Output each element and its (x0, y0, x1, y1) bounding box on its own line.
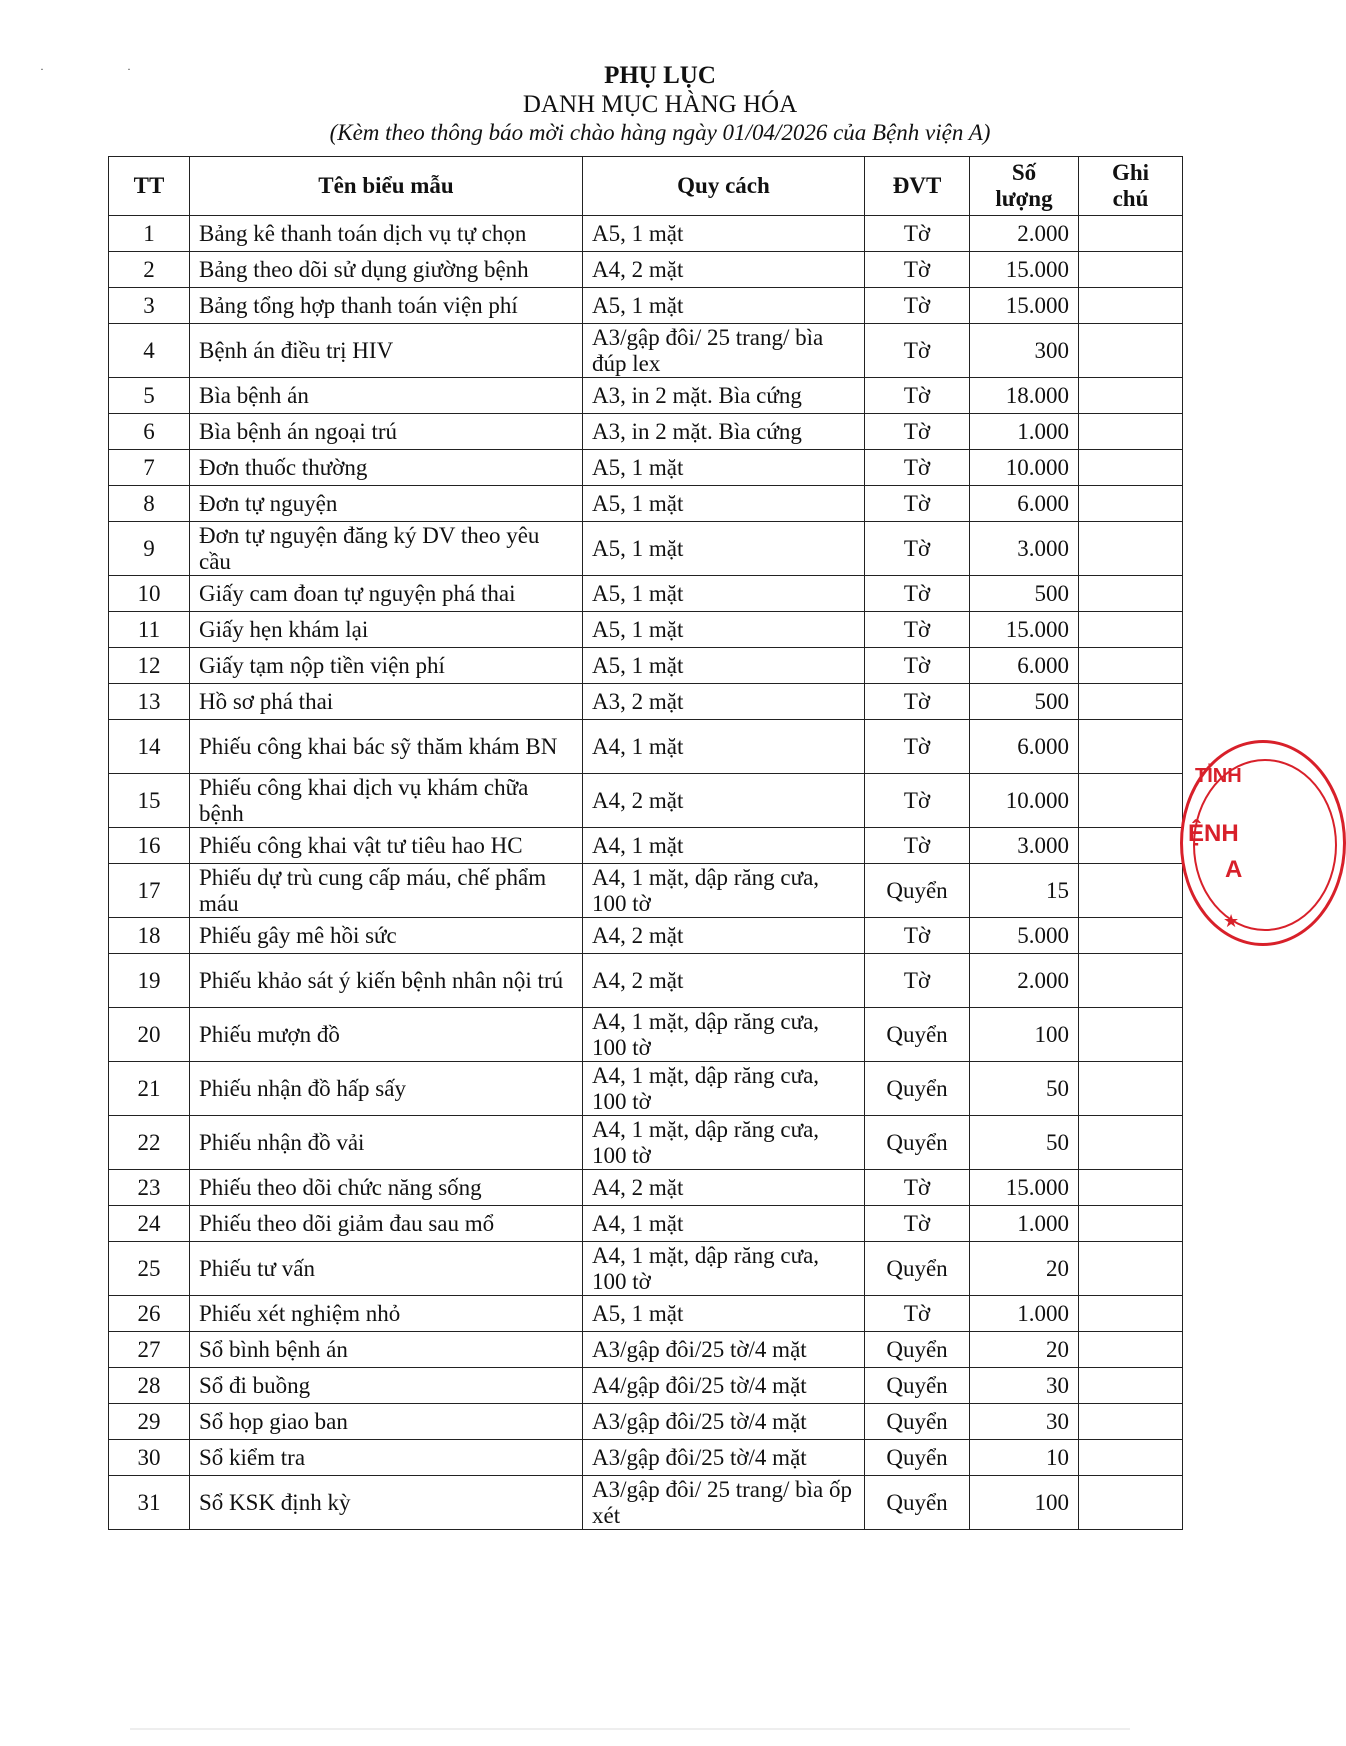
page-note: (Kèm theo thông báo mời chào hàng ngày 01/04/2026 của Bệnh viện A) (329, 120, 991, 145)
cell-quy-cach: A5, 1 mặt (583, 450, 865, 486)
cell-ten-bieu-mau: Hồ sơ phá thai (190, 684, 583, 720)
cell-quy-cach: A4, 2 mặt (583, 954, 865, 1008)
cell-dvt: Quyển (865, 1242, 970, 1296)
cell-so-luong: 30 (970, 1368, 1079, 1404)
cell-ten-bieu-mau: Sổ kiểm tra (190, 1440, 583, 1476)
cell-quy-cach: A4, 1 mặt, dập răng cưa, 100 tờ (583, 1062, 865, 1116)
cell-ten-bieu-mau: Phiếu mượn đồ (190, 1008, 583, 1062)
cell-so-luong: 15 (970, 864, 1079, 918)
cell-quy-cach: A4, 1 mặt, dập răng cưa, 100 tờ (583, 1008, 865, 1062)
cell-dvt: Tờ (865, 1206, 970, 1242)
cell-dvt: Tờ (865, 648, 970, 684)
cell-tt: 13 (109, 684, 190, 720)
cell-ten-bieu-mau: Phiếu theo dõi giảm đau sau mổ (190, 1206, 583, 1242)
cell-tt: 10 (109, 576, 190, 612)
cell-ghi-chu (1079, 522, 1183, 576)
table-row (109, 1116, 1183, 1170)
cell-dvt: Tờ (865, 252, 970, 288)
page-title: PHỤ LỤC (604, 62, 716, 89)
table-row (109, 1008, 1183, 1062)
cell-ghi-chu (1079, 828, 1183, 864)
cell-dvt: Quyển (865, 1404, 970, 1440)
cell-ghi-chu (1079, 414, 1183, 450)
table-row (109, 378, 1183, 414)
cell-tt: 15 (109, 774, 190, 828)
cell-ten-bieu-mau: Bảng kê thanh toán dịch vụ tự chọn (190, 216, 583, 252)
cell-ghi-chu (1079, 648, 1183, 684)
cell-ghi-chu (1079, 720, 1183, 774)
cell-ten-bieu-mau: Phiếu gây mê hồi sức (190, 918, 583, 954)
cell-so-luong: 2.000 (970, 216, 1079, 252)
cell-so-luong: 5.000 (970, 918, 1079, 954)
cell-tt: 2 (109, 252, 190, 288)
cell-ghi-chu (1079, 216, 1183, 252)
table-row (109, 774, 1183, 828)
cell-quy-cach: A4, 2 mặt (583, 1170, 865, 1206)
cell-ten-bieu-mau: Sổ họp giao ban (190, 1404, 583, 1440)
cell-so-luong: 6.000 (970, 486, 1079, 522)
cell-ten-bieu-mau: Phiếu xét nghiệm nhỏ (190, 1296, 583, 1332)
cell-quy-cach: A3/gập đôi/ 25 trang/ bìa đúp lex (583, 324, 865, 378)
cell-tt: 12 (109, 648, 190, 684)
cell-quy-cach: A5, 1 mặt (583, 576, 865, 612)
table-row (109, 252, 1183, 288)
cell-quy-cach: A5, 1 mặt (583, 1296, 865, 1332)
cell-quy-cach: A3, in 2 mặt. Bìa cứng (583, 378, 865, 414)
cell-ghi-chu (1079, 1008, 1183, 1062)
cell-tt: 8 (109, 486, 190, 522)
header-so-luong-line2: lượng (995, 186, 1053, 211)
cell-dvt: Tờ (865, 576, 970, 612)
cell-tt: 28 (109, 1368, 190, 1404)
cell-quy-cach: A3, in 2 mặt. Bìa cứng (583, 414, 865, 450)
cell-so-luong: 10.000 (970, 450, 1079, 486)
cell-tt: 31 (109, 1476, 190, 1530)
cell-tt: 21 (109, 1062, 190, 1116)
cell-quy-cach: A3, 2 mặt (583, 684, 865, 720)
cell-ten-bieu-mau: Phiếu công khai dịch vụ khám chữa bệnh (190, 774, 583, 828)
cell-ten-bieu-mau: Sổ đi buồng (190, 1368, 583, 1404)
cell-dvt: Quyển (865, 1440, 970, 1476)
cell-ten-bieu-mau: Phiếu khảo sát ý kiến bệnh nhân nội trú (190, 954, 583, 1008)
cell-so-luong: 500 (970, 684, 1079, 720)
cell-dvt: Tờ (865, 684, 970, 720)
cell-tt: 25 (109, 1242, 190, 1296)
cell-so-luong: 500 (970, 576, 1079, 612)
header-quy-cach: Quy cách (583, 157, 865, 216)
cell-ten-bieu-mau: Bìa bệnh án (190, 378, 583, 414)
cell-ghi-chu (1079, 954, 1183, 1008)
cell-tt: 1 (109, 216, 190, 252)
cell-ghi-chu (1079, 612, 1183, 648)
cell-dvt: Tờ (865, 1296, 970, 1332)
stamp-text-line2: ỆNH (1188, 820, 1239, 847)
cell-ten-bieu-mau: Phiếu dự trù cung cấp máu, chế phẩm máu (190, 864, 583, 918)
table-row (109, 828, 1183, 864)
cell-so-luong: 20 (970, 1332, 1079, 1368)
cell-ghi-chu (1079, 1476, 1183, 1530)
cell-ghi-chu (1079, 1170, 1183, 1206)
table-row (109, 1062, 1183, 1116)
cell-ten-bieu-mau: Giấy hẹn khám lại (190, 612, 583, 648)
cell-ten-bieu-mau: Đơn tự nguyện đăng ký DV theo yêu cầu (190, 522, 583, 576)
cell-tt: 18 (109, 918, 190, 954)
goods-table (108, 156, 1183, 1530)
cell-ten-bieu-mau: Bệnh án điều trị HIV (190, 324, 583, 378)
table-row (109, 1476, 1183, 1530)
cell-so-luong: 1.000 (970, 1206, 1079, 1242)
cell-tt: 17 (109, 864, 190, 918)
cell-dvt: Quyển (865, 864, 970, 918)
cell-dvt: Quyển (865, 1332, 970, 1368)
cell-quy-cach: A3/gập đôi/25 tờ/4 mặt (583, 1404, 865, 1440)
cell-quy-cach: A5, 1 mặt (583, 216, 865, 252)
table-row (109, 1440, 1183, 1476)
header-ghi-chu-line1: Ghi (1111, 160, 1150, 185)
cell-dvt: Tờ (865, 414, 970, 450)
table-row (109, 1170, 1183, 1206)
table-row (109, 918, 1183, 954)
cell-ghi-chu (1079, 1116, 1183, 1170)
cell-dvt: Quyển (865, 1116, 970, 1170)
table-row (109, 1206, 1183, 1242)
cell-dvt: Quyển (865, 1062, 970, 1116)
cell-quy-cach: A4/gập đôi/25 tờ/4 mặt (583, 1368, 865, 1404)
table-row (109, 684, 1183, 720)
cell-ghi-chu (1079, 378, 1183, 414)
header-ghi-chu-line2: chú (1112, 186, 1149, 211)
cell-so-luong: 6.000 (970, 720, 1079, 774)
cell-so-luong: 15.000 (970, 252, 1079, 288)
cell-quy-cach: A4, 1 mặt, dập răng cưa, 100 tờ (583, 1116, 865, 1170)
cell-ghi-chu (1079, 1242, 1183, 1296)
cell-ghi-chu (1079, 1404, 1183, 1440)
cell-ten-bieu-mau: Đơn thuốc thường (190, 450, 583, 486)
cell-quy-cach: A5, 1 mặt (583, 288, 865, 324)
cell-so-luong: 6.000 (970, 648, 1079, 684)
cell-ten-bieu-mau: Bảng theo dõi sử dụng giường bệnh (190, 252, 583, 288)
cell-quy-cach: A4, 2 mặt (583, 252, 865, 288)
cell-so-luong: 100 (970, 1008, 1079, 1062)
cell-quy-cach: A4, 2 mặt (583, 774, 865, 828)
cell-so-luong: 18.000 (970, 378, 1079, 414)
cell-ghi-chu (1079, 864, 1183, 918)
cell-ghi-chu (1079, 324, 1183, 378)
cell-tt: 22 (109, 1116, 190, 1170)
cell-ghi-chu (1079, 288, 1183, 324)
cell-ten-bieu-mau: Sổ bình bệnh án (190, 1332, 583, 1368)
table-row (109, 864, 1183, 918)
table-row (109, 522, 1183, 576)
table-row (109, 324, 1183, 378)
stamp-text-line3: A (1225, 856, 1243, 883)
table-row (109, 954, 1183, 1008)
table-row (109, 414, 1183, 450)
table-row (109, 216, 1183, 252)
cell-so-luong: 1.000 (970, 414, 1079, 450)
table-row (109, 1332, 1183, 1368)
cell-quy-cach: A4, 1 mặt, dập răng cưa, 100 tờ (583, 1242, 865, 1296)
cell-ghi-chu (1079, 918, 1183, 954)
cell-dvt: Tờ (865, 720, 970, 774)
cell-so-luong: 15.000 (970, 612, 1079, 648)
cell-so-luong: 2.000 (970, 954, 1079, 1008)
table-row (109, 288, 1183, 324)
cell-dvt: Quyển (865, 1368, 970, 1404)
cell-ghi-chu (1079, 1062, 1183, 1116)
cell-so-luong: 10 (970, 1440, 1079, 1476)
cell-dvt: Tờ (865, 918, 970, 954)
cell-ten-bieu-mau: Đơn tự nguyện (190, 486, 583, 522)
cell-tt: 7 (109, 450, 190, 486)
cell-quy-cach: A4, 1 mặt, dập răng cưa, 100 tờ (583, 864, 865, 918)
cell-dvt: Tờ (865, 324, 970, 378)
cell-tt: 27 (109, 1332, 190, 1368)
scan-artifact-line (130, 1728, 1130, 1730)
cell-ghi-chu (1079, 576, 1183, 612)
cell-tt: 24 (109, 1206, 190, 1242)
cell-ghi-chu (1079, 1206, 1183, 1242)
cell-tt: 3 (109, 288, 190, 324)
cell-ten-bieu-mau: Phiếu nhận đồ hấp sấy (190, 1062, 583, 1116)
table-row (109, 486, 1183, 522)
table-row (109, 1368, 1183, 1404)
cell-so-luong: 50 (970, 1116, 1079, 1170)
header-ten-bieu-mau: Tên biểu mẫu (190, 157, 583, 216)
cell-quy-cach: A5, 1 mặt (583, 486, 865, 522)
cell-ten-bieu-mau: Phiếu nhận đồ vải (190, 1116, 583, 1170)
table-row (109, 1404, 1183, 1440)
cell-dvt: Quyển (865, 1008, 970, 1062)
cell-quy-cach: A3/gập đôi/25 tờ/4 mặt (583, 1440, 865, 1476)
stamp-text-line1: TỈNH (1195, 765, 1242, 787)
cell-quy-cach: A4, 1 mặt (583, 828, 865, 864)
cell-ghi-chu (1079, 450, 1183, 486)
cell-ten-bieu-mau: Bảng tổng hợp thanh toán viện phí (190, 288, 583, 324)
cell-ghi-chu (1079, 1368, 1183, 1404)
cell-ten-bieu-mau: Phiếu công khai bác sỹ thăm khám BN (190, 720, 583, 774)
cell-tt: 11 (109, 612, 190, 648)
cell-so-luong: 15.000 (970, 288, 1079, 324)
cell-dvt: Tờ (865, 378, 970, 414)
cell-quy-cach: A5, 1 mặt (583, 648, 865, 684)
cell-ten-bieu-mau: Phiếu theo dõi chức năng sống (190, 1170, 583, 1206)
cell-dvt: Quyển (865, 1476, 970, 1530)
header-so-luong-line1: Số (1011, 160, 1037, 185)
cell-tt: 30 (109, 1440, 190, 1476)
cell-tt: 20 (109, 1008, 190, 1062)
cell-dvt: Tờ (865, 954, 970, 1008)
cell-dvt: Tờ (865, 288, 970, 324)
cell-so-luong: 1.000 (970, 1296, 1079, 1332)
cell-quy-cach: A4, 1 mặt (583, 1206, 865, 1242)
cell-tt: 9 (109, 522, 190, 576)
cell-ghi-chu (1079, 1296, 1183, 1332)
header-dvt: ĐVT (865, 157, 970, 216)
cell-quy-cach: A3/gập đôi/25 tờ/4 mặt (583, 1332, 865, 1368)
cell-quy-cach: A5, 1 mặt (583, 522, 865, 576)
cell-so-luong: 3.000 (970, 522, 1079, 576)
scan-specks: · · (40, 62, 171, 76)
cell-ten-bieu-mau: Giấy tạm nộp tiền viện phí (190, 648, 583, 684)
table-row (109, 1296, 1183, 1332)
cell-ghi-chu (1079, 252, 1183, 288)
cell-dvt: Tờ (865, 216, 970, 252)
cell-tt: 6 (109, 414, 190, 450)
cell-so-luong: 300 (970, 324, 1079, 378)
cell-quy-cach: A4, 1 mặt (583, 720, 865, 774)
stamp-star-icon: ★ (1223, 911, 1240, 931)
cell-ten-bieu-mau: Phiếu tư vấn (190, 1242, 583, 1296)
cell-dvt: Tờ (865, 486, 970, 522)
cell-dvt: Tờ (865, 612, 970, 648)
header-so-luong (970, 157, 1079, 216)
cell-tt: 23 (109, 1170, 190, 1206)
cell-dvt: Tờ (865, 828, 970, 864)
table-row (109, 576, 1183, 612)
cell-tt: 5 (109, 378, 190, 414)
cell-tt: 14 (109, 720, 190, 774)
table-row (109, 450, 1183, 486)
cell-ghi-chu (1079, 1332, 1183, 1368)
cell-so-luong: 3.000 (970, 828, 1079, 864)
cell-ten-bieu-mau: Sổ KSK định kỳ (190, 1476, 583, 1530)
cell-ten-bieu-mau: Bìa bệnh án ngoại trú (190, 414, 583, 450)
cell-so-luong: 50 (970, 1062, 1079, 1116)
cell-dvt: Tờ (865, 522, 970, 576)
header-tt: TT (109, 157, 190, 216)
document-header (0, 62, 1320, 147)
red-stamp (1180, 740, 1346, 946)
table-header-row (109, 157, 1183, 216)
cell-tt: 29 (109, 1404, 190, 1440)
cell-so-luong: 30 (970, 1404, 1079, 1440)
cell-dvt: Tờ (865, 450, 970, 486)
cell-tt: 4 (109, 324, 190, 378)
table-row (109, 648, 1183, 684)
cell-ghi-chu (1079, 1440, 1183, 1476)
table-body (109, 216, 1183, 1530)
header-ghi-chu (1079, 157, 1183, 216)
cell-tt: 26 (109, 1296, 190, 1332)
cell-so-luong: 20 (970, 1242, 1079, 1296)
cell-ten-bieu-mau: Phiếu công khai vật tư tiêu hao HC (190, 828, 583, 864)
table-row (109, 1242, 1183, 1296)
cell-so-luong: 15.000 (970, 1170, 1079, 1206)
cell-quy-cach: A4, 2 mặt (583, 918, 865, 954)
cell-ghi-chu (1079, 684, 1183, 720)
cell-ghi-chu (1079, 774, 1183, 828)
cell-ghi-chu (1079, 486, 1183, 522)
page-subtitle: DANH MỤC HÀNG HÓA (522, 91, 798, 118)
table-row (109, 612, 1183, 648)
cell-quy-cach: A3/gập đôi/ 25 trang/ bìa ốp xét (583, 1476, 865, 1530)
cell-dvt: Tờ (865, 1170, 970, 1206)
cell-dvt: Tờ (865, 774, 970, 828)
cell-quy-cach: A5, 1 mặt (583, 612, 865, 648)
cell-tt: 16 (109, 828, 190, 864)
cell-so-luong: 100 (970, 1476, 1079, 1530)
cell-so-luong: 10.000 (970, 774, 1079, 828)
cell-ten-bieu-mau: Giấy cam đoan tự nguyện phá thai (190, 576, 583, 612)
table-row (109, 720, 1183, 774)
cell-tt: 19 (109, 954, 190, 1008)
